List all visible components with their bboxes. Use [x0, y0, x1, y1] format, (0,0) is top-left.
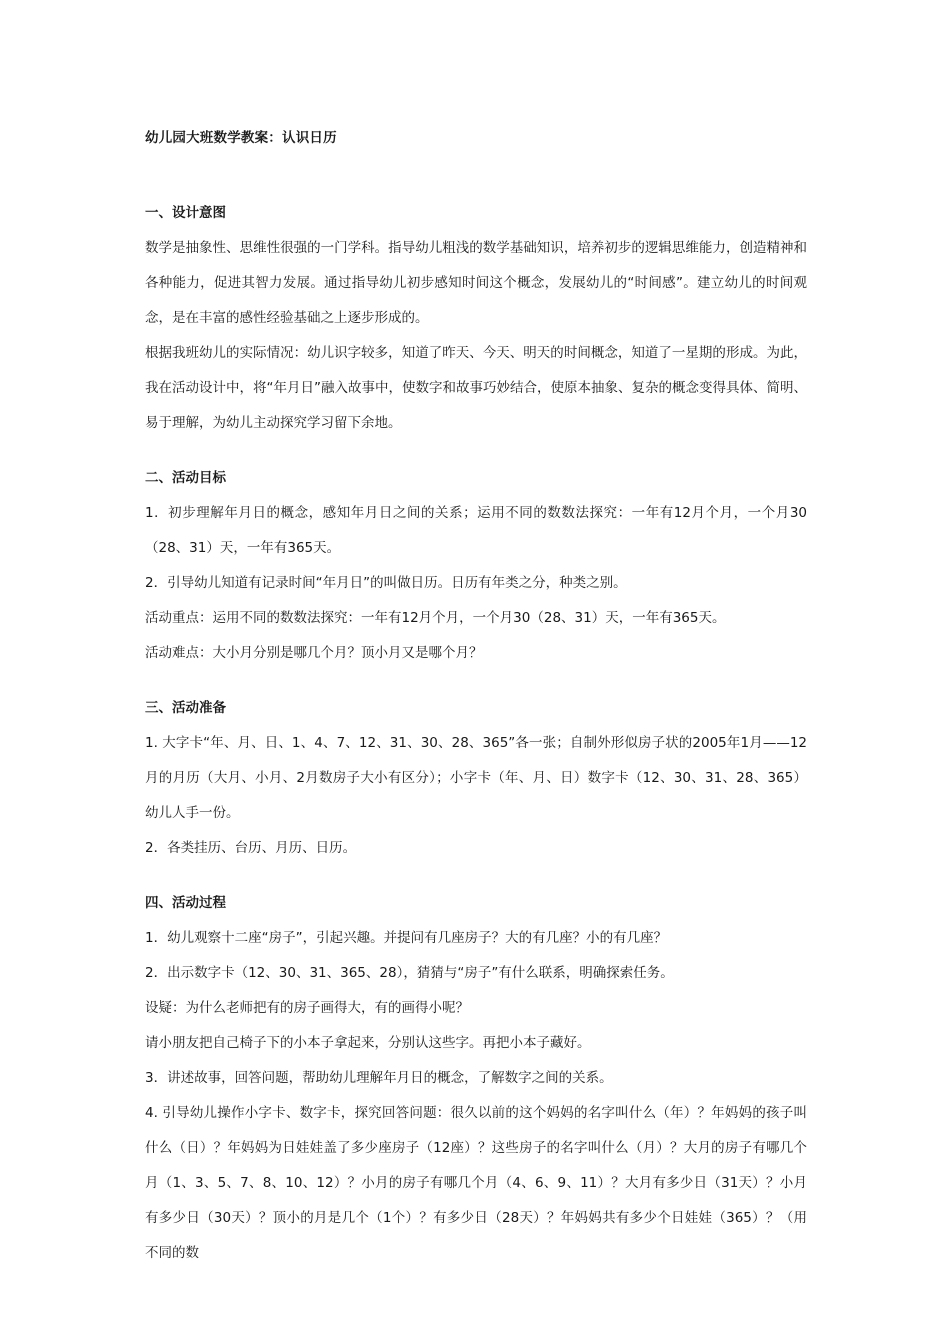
paragraph: 2．引导幼儿知道有记录时间“年月日”的叫做日历。日历有年类之分，种类之别。: [145, 575, 627, 591]
section-spacer: [145, 441, 807, 461]
section-spacer: [145, 866, 807, 886]
paragraph: 1．幼儿观察十二座“房子”，引起兴趣。并提问有几座房子？大的有几座？小的有几座？: [145, 930, 668, 946]
document-title: 幼儿园大班数学教案：认识日历: [145, 130, 337, 146]
document-body: [145, 196, 807, 1271]
section-spacer: [145, 671, 807, 691]
section-heading: 四、活动过程: [145, 895, 226, 911]
paragraph: 2．各类挂历、台历、月历、日历。: [145, 840, 357, 856]
paragraph: 2．出示数字卡（12、30、31、365、28），猜猜与“房子”有什么联系，明确探索任务。: [145, 965, 674, 981]
paragraph: 1．初步理解年月日的概念，感知年月日之间的关系；运用不同的数数法探究：一年有12月个月，一个月30（28、31）天，一年有365天。: [145, 505, 807, 556]
paragraph: 设疑：为什么老师把有的房子画得大，有的画得小呢？: [145, 1000, 469, 1016]
paragraph: 1. 大字卡“年、月、日、1、4、7、12、31、30、28、365”各一张；自制外形似房子状的2005年1月——12月的月历（大月、小月、2月数房子大小有区分）；小字卡（年、月、日）数字卡（12、30、31、28、365）幼儿人手一份。: [145, 735, 807, 821]
paragraph: 活动重点：运用不同的数数法探究：一年有12月个月，一个月30（28、31）天，一年有365天。: [145, 610, 726, 626]
paragraph: 活动难点：大小月分别是哪几个月？顶小月又是哪个月？: [145, 645, 483, 661]
paragraph: 根据我班幼儿的实际情况：幼儿识字较多，知道了昨天、今天、明天的时间概念，知道了一星期的形成。为此，我在活动设计中，将“年月日”融入故事中，使数字和故事巧妙结合，使原本抽象、复杂的概念变得具体、简明、易于理解，为幼儿主动探究学习留下余地。: [145, 345, 807, 431]
paragraph: 3．讲述故事，回答问题，帮助幼儿理解年月日的概念，了解数字之间的关系。: [145, 1070, 613, 1086]
section-heading: 二、活动目标: [145, 470, 226, 486]
section-heading: 一、设计意图: [145, 205, 226, 221]
section-heading: 三、活动准备: [145, 700, 226, 716]
paragraph: 4. 引导幼儿操作小字卡、数字卡，探究回答问题：很久以前的这个妈妈的名字叫什么（年）？年妈妈的孩子叫什么（日）？年妈妈为日娃娃盖了多少座房子（12座）？这些房子的名字叫什么（月）？大月的房子有哪几个月（1、3、5、7、8、10、12）？小月的房子有哪几个月（4、6、9、11）？大月有多少日（31天）？小月有多少日（30天）？顶小的月是几个（1个）？有多少日（28天）？年妈妈共有多少个日娃娃（365）？（用不同的数: [145, 1105, 807, 1261]
paragraph: 数学是抽象性、思维性很强的一门学科。指导幼儿粗浅的数学基础知识，培养初步的逻辑思维能力，创造精神和各种能力，促进其智力发展。通过指导幼儿初步感知时间这个概念，发展幼儿的“时间感”。建立幼儿的时间观念，是在丰富的感性经验基础之上逐步形成的。: [145, 240, 807, 326]
paragraph: 请小朋友把自己椅子下的小本子拿起来，分别认这些字。再把小本子藏好。: [145, 1035, 591, 1051]
